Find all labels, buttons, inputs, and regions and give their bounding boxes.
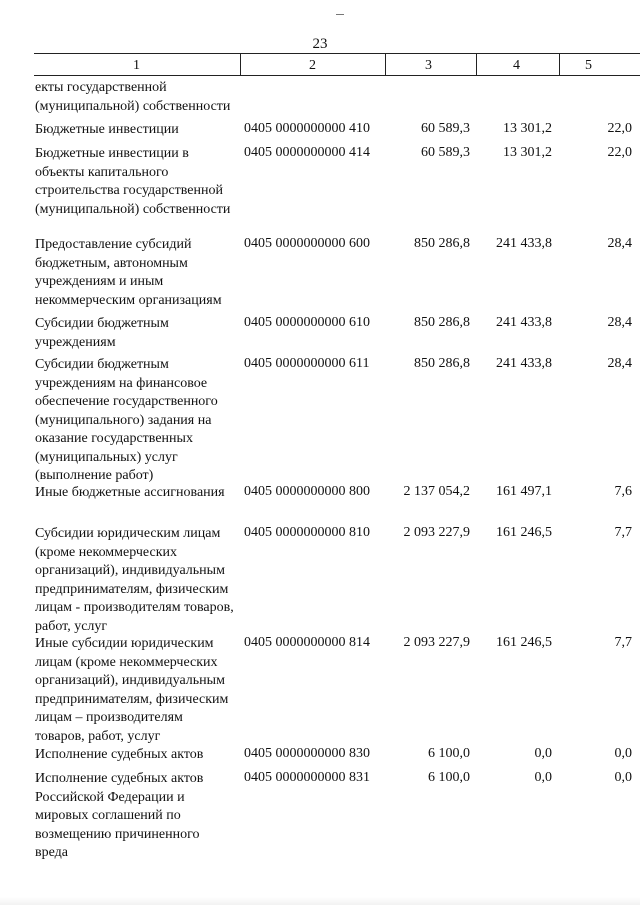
budget-code: 0405 0000000000 414 bbox=[244, 145, 370, 160]
item-name: Предоставление субсидий бюджетным, автономным учреждениям и иным некоммерческим организациям bbox=[35, 237, 222, 308]
value-col3: 2 093 227,9 bbox=[403, 635, 470, 650]
value-col5: 0,0 bbox=[614, 770, 632, 785]
value-col3: 2 137 054,2 bbox=[403, 484, 470, 499]
item-name: Субсидии бюджетным учреждениям на финансовое обеспечение государственного (муниципального) задания на оказание государственных (муниципальных) услуг (выполнение работ) bbox=[35, 357, 218, 483]
value-col5: 7,7 bbox=[614, 525, 632, 540]
value-col3: 6 100,0 bbox=[428, 746, 470, 761]
value-col5: 28,4 bbox=[607, 315, 632, 330]
budget-code: 0405 0000000000 814 bbox=[244, 635, 370, 650]
value-col4: 13 301,2 bbox=[503, 145, 552, 160]
value-col5: 7,6 bbox=[614, 484, 632, 499]
item-name: Иные бюджетные ассигнования bbox=[35, 485, 225, 500]
value-col5: 7,7 bbox=[614, 635, 632, 650]
value-col5: 28,4 bbox=[607, 236, 632, 251]
column-header-4: 4 bbox=[513, 58, 520, 73]
value-col3: 60 589,3 bbox=[421, 145, 470, 160]
column-header-2: 2 bbox=[309, 58, 316, 73]
value-col4: 0,0 bbox=[534, 746, 552, 761]
budget-code: 0405 0000000000 610 bbox=[244, 315, 370, 330]
header-bottom-line bbox=[34, 75, 640, 76]
value-col3: 850 286,8 bbox=[414, 236, 470, 251]
item-name: екты государственной (муниципальной) собственности bbox=[35, 80, 231, 114]
column-header-5: 5 bbox=[585, 58, 592, 73]
value-col3: 850 286,8 bbox=[414, 356, 470, 371]
value-col3: 2 093 227,9 bbox=[403, 525, 470, 540]
item-name: Иные субсидии юридическим лицам (кроме некоммерческих организаций), индивидуальным предпринимателям, физическим лицам – производителям товаров, работ, услуг bbox=[35, 636, 229, 744]
page-edge-shadow bbox=[0, 897, 640, 905]
value-col5: 22,0 bbox=[607, 121, 632, 136]
header-divider bbox=[240, 53, 241, 76]
item-name: Субсидии бюджетным учреждениям bbox=[35, 316, 169, 350]
value-col4: 0,0 bbox=[534, 770, 552, 785]
budget-code: 0405 0000000000 600 bbox=[244, 236, 370, 251]
item-name: Исполнение судебных актов Российской Федерации и мировых соглашений по возмещению причиненного вреда bbox=[35, 771, 204, 860]
value-col3: 850 286,8 bbox=[414, 315, 470, 330]
value-col4: 241 433,8 bbox=[496, 315, 552, 330]
budget-code: 0405 0000000000 800 bbox=[244, 484, 370, 499]
value-col4: 13 301,2 bbox=[503, 121, 552, 136]
value-col5: 22,0 bbox=[607, 145, 632, 160]
page-number: 23 bbox=[312, 36, 328, 52]
page-mark bbox=[336, 14, 344, 15]
value-col4: 241 433,8 bbox=[496, 236, 552, 251]
column-header-3: 3 bbox=[425, 58, 432, 73]
value-col4: 241 433,8 bbox=[496, 356, 552, 371]
header-divider bbox=[476, 53, 477, 76]
item-name: Бюджетные инвестиции в объекты капитального строительства государственной (муниципальной) собственности bbox=[35, 146, 231, 217]
value-col4: 161 246,5 bbox=[496, 635, 552, 650]
value-col4: 161 246,5 bbox=[496, 525, 552, 540]
value-col4: 161 497,1 bbox=[496, 484, 552, 499]
budget-code: 0405 0000000000 410 bbox=[244, 121, 370, 136]
value-col5: 0,0 bbox=[614, 746, 632, 761]
column-header-1: 1 bbox=[133, 58, 140, 73]
budget-code: 0405 0000000000 810 bbox=[244, 525, 370, 540]
value-col3: 6 100,0 bbox=[428, 770, 470, 785]
header-divider bbox=[559, 53, 560, 76]
budget-code: 0405 0000000000 611 bbox=[244, 356, 370, 371]
item-name: Исполнение судебных актов bbox=[35, 747, 204, 762]
header-divider bbox=[385, 53, 386, 76]
budget-code: 0405 0000000000 830 bbox=[244, 746, 370, 761]
budget-code: 0405 0000000000 831 bbox=[244, 770, 370, 785]
value-col3: 60 589,3 bbox=[421, 121, 470, 136]
item-name: Субсидии юридическим лицам (кроме некоммерческих организаций), индивидуальным предпринимателям, физическим лицам - производителям товаров, работ, услуг bbox=[35, 526, 234, 634]
value-col5: 28,4 bbox=[607, 356, 632, 371]
item-name: Бюджетные инвестиции bbox=[35, 122, 179, 137]
header-top-line bbox=[34, 53, 640, 54]
